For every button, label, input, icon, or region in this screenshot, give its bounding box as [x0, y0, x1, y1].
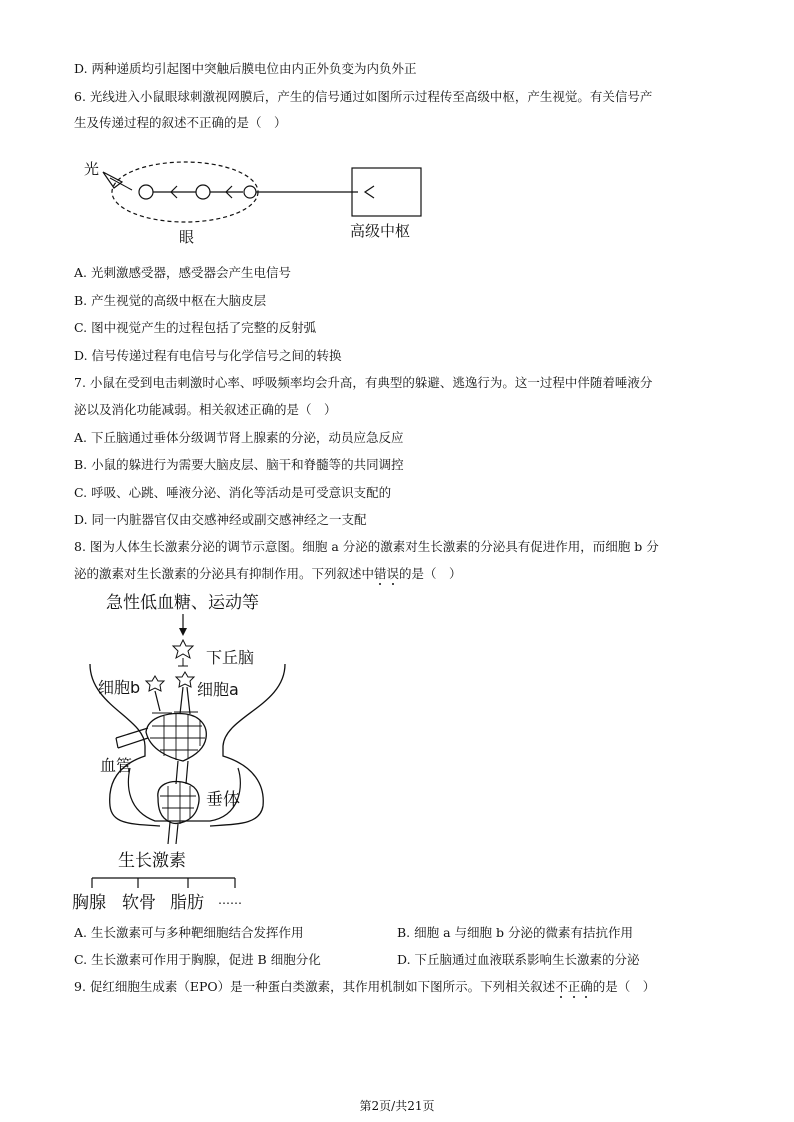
q8-stem-line1: 8. 图为人体生长激素分泌的调节示意图。细胞 a 分泌的激素对生长激素的分泌具有促进作用，而细胞 b 分: [74, 539, 659, 554]
q9-stem: 9. 促红细胞生成素（EPO）是一种蛋白类激素，其作用机制如下图所示。下列相关叙述不正确的是（ ）: [74, 979, 656, 994]
q7-option-b: B. 小鼠的躲进行为需要大脑皮层、脑干和脊髓等的共同调控: [74, 457, 404, 472]
stimulus-label: 急性低血糖、运动等: [106, 593, 259, 613]
q8-option-c: C. 生长激素可作用于胸腺，促进 B 细胞分化: [74, 952, 321, 967]
target-thymus: 胸腺: [72, 893, 106, 913]
q7-option-c: C. 呼吸、心跳、唾液分泌、消化等活动是可受意识支配的: [74, 485, 392, 500]
q6-option-a: A. 光刺激感受器，感受器会产生电信号: [74, 265, 291, 280]
q8-option-a: A. 生长激素可与多种靶细胞结合发挥作用: [74, 925, 304, 940]
q7-option-a: A. 下丘脑通过垂体分级调节肾上腺素的分泌，动员应急反应: [74, 430, 404, 445]
q6-option-b: B. 产生视觉的高级中枢在大脑皮层: [74, 293, 267, 308]
page-number: 第2页/共21页: [359, 1099, 435, 1113]
q8-option-b: B. 细胞 a 与细胞 b 分泌的微素有拮抗作用: [397, 925, 633, 940]
q7-option-d: D. 同一内脏器官仅由交感神经或副交感神经之一支配: [74, 512, 367, 527]
vessel-label: 血管: [100, 756, 133, 775]
q6-center-label: 高级中枢: [350, 222, 411, 240]
q7-stem-line2: 泌以及消化功能减弱。相关叙述正确的是（ ）: [74, 402, 337, 417]
q7-stem-line1: 7. 小鼠在受到电击刺激时心率、呼吸频率均会升高，有典型的躲避、逃逸行为。这一过程中伴随着唾液分: [74, 375, 653, 390]
target-fat: 脂肪: [170, 893, 204, 913]
hormone-label: 生长激素: [118, 851, 186, 871]
q6-figure-eye-pathway: [70, 150, 440, 250]
cell-a-label: 细胞a: [197, 680, 239, 699]
q6-stem-line1: 6. 光线进入小鼠眼球刺激视网膜后，产生的信号通过如图所示过程传至高级中枢，产生视觉。有关信号产: [74, 89, 653, 104]
q6-option-d: D. 信号传递过程有电信号与化学信号之间的转换: [74, 348, 342, 363]
q8-option-d: D. 下丘脑通过血液联系影响生长激素的分泌: [397, 952, 640, 967]
pituitary-label: 垂体: [206, 790, 240, 810]
target-cartilage: 软骨: [122, 893, 156, 913]
q8-emphasis-word: 错误: [374, 566, 400, 581]
q8-figure-growth-hormone: [60, 586, 390, 916]
q8-stem-line2: 泌的激素对生长激素的分泌具有抑制作用。下列叙述中错误的是（ ）: [74, 566, 462, 581]
target-more: ……: [218, 893, 242, 907]
q9-emphasis-word: 不正确: [555, 979, 593, 994]
cell-b-label: 细胞b: [98, 678, 141, 697]
q6-stem-line2: 生及传递过程的叙述不正确的是（ ）: [74, 115, 287, 130]
q5-option-d: D. 两种递质均引起图中突触后膜电位由内正外负变为内负外正: [74, 61, 417, 76]
higher-center-box: [352, 168, 421, 216]
q6-eye-label: 眼: [179, 228, 195, 246]
q6-light-label: 光: [84, 160, 100, 178]
hypothalamus-label: 下丘脑: [206, 648, 255, 667]
q6-option-c: C. 图中视觉产生的过程包括了完整的反射弧: [74, 320, 317, 335]
